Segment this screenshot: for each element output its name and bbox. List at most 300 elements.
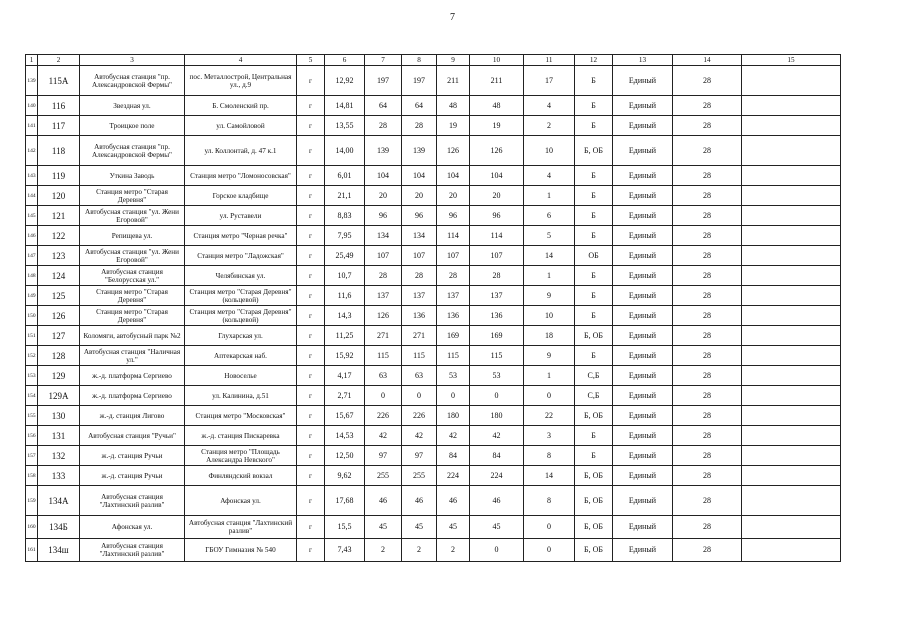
route-type-cell: г — [297, 116, 325, 136]
origin-stop-cell: Станция метро "Старая Деревня" — [80, 186, 185, 206]
origin-stop-cell: Автобусная станция "пр. Александровской Фермы" — [80, 136, 185, 166]
vehicle-class-cell: Б, ОБ — [575, 516, 613, 539]
route-number-cell: 132 — [38, 446, 80, 466]
notes-cell — [742, 346, 841, 366]
vehicle-class-cell: Б — [575, 96, 613, 116]
trips-cell: 28 — [437, 266, 470, 286]
origin-stop-cell: Репищева ул. — [80, 226, 185, 246]
row-index-cell: 140 — [26, 96, 38, 116]
destination-stop-cell: ул. Руставели — [185, 206, 297, 226]
trips-cell: 28 — [365, 266, 402, 286]
vehicle-class-cell: Б — [575, 206, 613, 226]
trips-cell: 46 — [470, 486, 524, 516]
trips-cell: 19 — [470, 116, 524, 136]
table-row — [26, 186, 841, 206]
trips-cell: 211 — [470, 66, 524, 96]
column-number-header: 13 — [613, 55, 673, 66]
notes-cell — [742, 539, 841, 562]
destination-stop-cell: Станция метро "Черная речка" — [185, 226, 297, 246]
trips-cell: 45 — [365, 516, 402, 539]
trips-cell: 0 — [470, 539, 524, 562]
notes-cell — [742, 136, 841, 166]
vehicle-class-cell: Б — [575, 306, 613, 326]
trips-cell: 114 — [470, 226, 524, 246]
route-type-cell: г — [297, 96, 325, 116]
trips-cell: 126 — [470, 136, 524, 166]
route-type-cell: г — [297, 466, 325, 486]
vehicles-cell: 3 — [524, 426, 575, 446]
route-type-cell: г — [297, 486, 325, 516]
trips-cell: 97 — [402, 446, 437, 466]
tariff-cell: Единый — [613, 326, 673, 346]
table-row — [26, 386, 841, 406]
route-length-cell: 10,7 — [325, 266, 365, 286]
destination-stop-cell: Станция метро "Ладожская" — [185, 246, 297, 266]
row-index-cell: 155 — [26, 406, 38, 426]
origin-stop-cell: Автобусная станция "Наличная ул." — [80, 346, 185, 366]
fare-cell: 28 — [673, 426, 742, 446]
route-number-cell: 124 — [38, 266, 80, 286]
trips-cell: 104 — [365, 166, 402, 186]
notes-cell — [742, 406, 841, 426]
notes-cell — [742, 386, 841, 406]
destination-stop-cell: Горское кладбище — [185, 186, 297, 206]
route-length-cell: 11,6 — [325, 286, 365, 306]
fare-cell: 28 — [673, 346, 742, 366]
origin-stop-cell: Коломяги, автобусный парк №2 — [80, 326, 185, 346]
vehicles-cell: 5 — [524, 226, 575, 246]
destination-stop-cell: ул. Коллонтай, д. 47 к.1 — [185, 136, 297, 166]
route-number-cell: 129А — [38, 386, 80, 406]
fare-cell: 28 — [673, 186, 742, 206]
vehicles-cell: 4 — [524, 166, 575, 186]
route-length-cell: 7,95 — [325, 226, 365, 246]
route-type-cell: г — [297, 226, 325, 246]
row-index-cell: 147 — [26, 246, 38, 266]
trips-cell: 211 — [437, 66, 470, 96]
vehicles-cell: 10 — [524, 306, 575, 326]
trips-cell: 271 — [365, 326, 402, 346]
column-number-header: 11 — [524, 55, 575, 66]
trips-cell: 53 — [437, 366, 470, 386]
vehicle-class-cell: Б — [575, 226, 613, 246]
trips-cell: 20 — [365, 186, 402, 206]
fare-cell: 28 — [673, 96, 742, 116]
route-type-cell: г — [297, 426, 325, 446]
tariff-cell: Единый — [613, 186, 673, 206]
trips-cell: 53 — [470, 366, 524, 386]
table-row — [26, 466, 841, 486]
tariff-cell: Единый — [613, 96, 673, 116]
vehicle-class-cell: Б — [575, 426, 613, 446]
trips-cell: 107 — [470, 246, 524, 266]
origin-stop-cell: Уткина Заводь — [80, 166, 185, 186]
trips-cell: 226 — [402, 406, 437, 426]
route-type-cell: г — [297, 286, 325, 306]
trips-cell: 115 — [402, 346, 437, 366]
trips-cell: 137 — [437, 286, 470, 306]
route-number-cell: 128 — [38, 346, 80, 366]
row-index-cell: 156 — [26, 426, 38, 446]
tariff-cell: Единый — [613, 206, 673, 226]
origin-stop-cell: Троицкое поле — [80, 116, 185, 136]
trips-cell: 28 — [402, 116, 437, 136]
route-number-cell: 115А — [38, 66, 80, 96]
fare-cell: 28 — [673, 466, 742, 486]
vehicles-cell: 4 — [524, 96, 575, 116]
trips-cell: 0 — [470, 386, 524, 406]
tariff-cell: Единый — [613, 366, 673, 386]
trips-cell: 45 — [402, 516, 437, 539]
column-number-header: 4 — [185, 55, 297, 66]
destination-stop-cell: Афонская ул. — [185, 486, 297, 516]
row-index-cell: 161 — [26, 539, 38, 562]
route-length-cell: 21,1 — [325, 186, 365, 206]
origin-stop-cell: Автобусная станция "Лахтинский разлив" — [80, 539, 185, 562]
route-number-cell: 121 — [38, 206, 80, 226]
trips-cell: 96 — [437, 206, 470, 226]
notes-cell — [742, 186, 841, 206]
trips-cell: 180 — [437, 406, 470, 426]
vehicle-class-cell: Б, ОБ — [575, 466, 613, 486]
table-row — [26, 306, 841, 326]
trips-cell: 271 — [402, 326, 437, 346]
tariff-cell: Единый — [613, 386, 673, 406]
notes-cell — [742, 516, 841, 539]
route-number-cell: 122 — [38, 226, 80, 246]
row-index-cell: 146 — [26, 226, 38, 246]
row-index-cell: 142 — [26, 136, 38, 166]
table-row — [26, 366, 841, 386]
route-number-cell: 117 — [38, 116, 80, 136]
tariff-cell: Единый — [613, 166, 673, 186]
trips-cell: 96 — [470, 206, 524, 226]
notes-cell — [742, 96, 841, 116]
trips-cell: 114 — [437, 226, 470, 246]
route-length-cell: 14,81 — [325, 96, 365, 116]
notes-cell — [742, 446, 841, 466]
destination-stop-cell: Финляндский вокзал — [185, 466, 297, 486]
row-index-cell: 139 — [26, 66, 38, 96]
trips-cell: 42 — [470, 426, 524, 446]
route-length-cell: 15,5 — [325, 516, 365, 539]
trips-cell: 226 — [365, 406, 402, 426]
table-row — [26, 166, 841, 186]
vehicles-cell: 1 — [524, 366, 575, 386]
notes-cell — [742, 206, 841, 226]
route-length-cell: 12,92 — [325, 66, 365, 96]
route-number-cell: 130 — [38, 406, 80, 426]
column-number-header: 2 — [38, 55, 80, 66]
trips-cell: 2 — [437, 539, 470, 562]
trips-cell: 107 — [437, 246, 470, 266]
trips-cell: 45 — [470, 516, 524, 539]
tariff-cell: Единый — [613, 286, 673, 306]
fare-cell: 28 — [673, 486, 742, 516]
route-table — [25, 54, 841, 562]
table-body — [26, 66, 841, 562]
trips-cell: 2 — [365, 539, 402, 562]
origin-stop-cell: Автобусная станция "Белорусская ул." — [80, 266, 185, 286]
row-index-cell: 158 — [26, 466, 38, 486]
route-length-cell: 13,55 — [325, 116, 365, 136]
table-row — [26, 539, 841, 562]
route-number-cell: 134Б — [38, 516, 80, 539]
route-number-cell: 116 — [38, 96, 80, 116]
trips-cell: 96 — [402, 206, 437, 226]
origin-stop-cell: Автобусная станция "пр. Александровской Фермы" — [80, 66, 185, 96]
trips-cell: 169 — [470, 326, 524, 346]
route-length-cell: 12,50 — [325, 446, 365, 466]
table-row — [26, 246, 841, 266]
tariff-cell: Единый — [613, 346, 673, 366]
destination-stop-cell: ул. Самойловой — [185, 116, 297, 136]
trips-cell: 136 — [437, 306, 470, 326]
trips-cell: 139 — [365, 136, 402, 166]
vehicles-cell: 18 — [524, 326, 575, 346]
row-index-cell: 148 — [26, 266, 38, 286]
trips-cell: 126 — [437, 136, 470, 166]
table-row — [26, 326, 841, 346]
destination-stop-cell: ГБОУ Гимназия № 540 — [185, 539, 297, 562]
origin-stop-cell: ж.-д. станция Ручьи — [80, 446, 185, 466]
vehicles-cell: 0 — [524, 539, 575, 562]
fare-cell: 28 — [673, 116, 742, 136]
route-number-cell: 125 — [38, 286, 80, 306]
route-type-cell: г — [297, 206, 325, 226]
route-number-cell: 126 — [38, 306, 80, 326]
route-type-cell: г — [297, 66, 325, 96]
notes-cell — [742, 266, 841, 286]
route-number-cell: 119 — [38, 166, 80, 186]
vehicles-cell: 0 — [524, 516, 575, 539]
destination-stop-cell: Станция метро "Старая Деревня" (кольцевой) — [185, 286, 297, 306]
fare-cell: 28 — [673, 516, 742, 539]
row-index-cell: 159 — [26, 486, 38, 516]
origin-stop-cell: Автобусная станция "Ручьи" — [80, 426, 185, 446]
notes-cell — [742, 116, 841, 136]
trips-cell: 107 — [402, 246, 437, 266]
vehicle-class-cell: Б, ОБ — [575, 486, 613, 516]
route-type-cell: г — [297, 406, 325, 426]
notes-cell — [742, 286, 841, 306]
table-row — [26, 116, 841, 136]
row-index-cell: 151 — [26, 326, 38, 346]
trips-cell: 197 — [365, 66, 402, 96]
tariff-cell: Единый — [613, 136, 673, 166]
route-type-cell: г — [297, 366, 325, 386]
trips-cell: 137 — [470, 286, 524, 306]
trips-cell: 115 — [365, 346, 402, 366]
origin-stop-cell: Автобусная станция "Лахтинский разлив" — [80, 486, 185, 516]
trips-cell: 28 — [470, 266, 524, 286]
table-row — [26, 426, 841, 446]
origin-stop-cell: ж.-д. станция Лигово — [80, 406, 185, 426]
destination-stop-cell: Станция метро "Площадь Александра Невского" — [185, 446, 297, 466]
trips-cell: 46 — [365, 486, 402, 516]
vehicles-cell: 1 — [524, 266, 575, 286]
row-index-cell: 144 — [26, 186, 38, 206]
table-row — [26, 206, 841, 226]
route-number-cell: 118 — [38, 136, 80, 166]
fare-cell: 28 — [673, 66, 742, 96]
route-type-cell: г — [297, 516, 325, 539]
tariff-cell: Единый — [613, 539, 673, 562]
notes-cell — [742, 426, 841, 446]
row-index-cell: 149 — [26, 286, 38, 306]
route-type-cell: г — [297, 246, 325, 266]
trips-cell: 134 — [365, 226, 402, 246]
notes-cell — [742, 486, 841, 516]
trips-cell: 104 — [470, 166, 524, 186]
fare-cell: 28 — [673, 406, 742, 426]
destination-stop-cell: Станция метро "Московская" — [185, 406, 297, 426]
table-row — [26, 406, 841, 426]
table-row — [26, 516, 841, 539]
trips-cell: 20 — [402, 186, 437, 206]
vehicles-cell: 0 — [524, 386, 575, 406]
route-number-cell: 133 — [38, 466, 80, 486]
column-number-header: 9 — [437, 55, 470, 66]
column-number-header: 14 — [673, 55, 742, 66]
trips-cell: 255 — [402, 466, 437, 486]
row-index-cell: 143 — [26, 166, 38, 186]
column-number-header: 1 — [26, 55, 38, 66]
destination-stop-cell: Станция метро "Старая Деревня" (кольцевой) — [185, 306, 297, 326]
trips-cell: 137 — [365, 286, 402, 306]
route-length-cell: 11,25 — [325, 326, 365, 346]
fare-cell: 28 — [673, 286, 742, 306]
notes-cell — [742, 166, 841, 186]
trips-cell: 224 — [437, 466, 470, 486]
route-type-cell: г — [297, 186, 325, 206]
vehicles-cell: 2 — [524, 116, 575, 136]
route-type-cell: г — [297, 446, 325, 466]
vehicle-class-cell: Б, ОБ — [575, 326, 613, 346]
tariff-cell: Единый — [613, 226, 673, 246]
fare-cell: 28 — [673, 206, 742, 226]
row-index-cell: 141 — [26, 116, 38, 136]
destination-stop-cell: Челябинская ул. — [185, 266, 297, 286]
route-type-cell: г — [297, 266, 325, 286]
destination-stop-cell: ж.-д. станция Пискаревка — [185, 426, 297, 446]
trips-cell: 28 — [402, 266, 437, 286]
page-number: 7 — [450, 12, 455, 23]
column-number-header: 10 — [470, 55, 524, 66]
destination-stop-cell: Аптекарская наб. — [185, 346, 297, 366]
trips-cell: 45 — [437, 516, 470, 539]
route-number-cell: 129 — [38, 366, 80, 386]
trips-cell: 0 — [402, 386, 437, 406]
row-index-cell: 145 — [26, 206, 38, 226]
route-length-cell: 14,3 — [325, 306, 365, 326]
trips-cell: 139 — [402, 136, 437, 166]
column-number-header: 15 — [742, 55, 841, 66]
trips-cell: 104 — [437, 166, 470, 186]
column-number-header: 7 — [365, 55, 402, 66]
vehicle-class-cell: С,Б — [575, 366, 613, 386]
table-row — [26, 346, 841, 366]
vehicles-cell: 9 — [524, 286, 575, 306]
fare-cell: 28 — [673, 386, 742, 406]
route-length-cell: 14,53 — [325, 426, 365, 446]
notes-cell — [742, 226, 841, 246]
origin-stop-cell: ж.-д. платформа Сергиево — [80, 386, 185, 406]
trips-cell: 0 — [365, 386, 402, 406]
vehicle-class-cell: Б — [575, 266, 613, 286]
route-type-cell: г — [297, 346, 325, 366]
column-number-header: 12 — [575, 55, 613, 66]
route-length-cell: 2,71 — [325, 386, 365, 406]
vehicles-cell: 10 — [524, 136, 575, 166]
tariff-cell: Единый — [613, 246, 673, 266]
table-row — [26, 286, 841, 306]
tariff-cell: Единый — [613, 516, 673, 539]
origin-stop-cell: Автобусная станция "ул. Жени Егоровой" — [80, 206, 185, 226]
row-index-cell: 157 — [26, 446, 38, 466]
vehicles-cell: 22 — [524, 406, 575, 426]
origin-stop-cell: ж.-д. платформа Сергиево — [80, 366, 185, 386]
route-number-cell: 127 — [38, 326, 80, 346]
vehicle-class-cell: Б — [575, 186, 613, 206]
trips-cell: 63 — [402, 366, 437, 386]
route-type-cell: г — [297, 306, 325, 326]
trips-cell: 64 — [402, 96, 437, 116]
trips-cell: 42 — [402, 426, 437, 446]
route-number-cell: 131 — [38, 426, 80, 446]
trips-cell: 97 — [365, 446, 402, 466]
vehicle-class-cell: ОБ — [575, 246, 613, 266]
route-length-cell: 9,62 — [325, 466, 365, 486]
fare-cell: 28 — [673, 266, 742, 286]
trips-cell: 46 — [402, 486, 437, 516]
trips-cell: 2 — [402, 539, 437, 562]
vehicles-cell: 8 — [524, 486, 575, 516]
trips-cell: 255 — [365, 466, 402, 486]
route-length-cell: 15,92 — [325, 346, 365, 366]
tariff-cell: Единый — [613, 466, 673, 486]
route-number-cell: 134ш — [38, 539, 80, 562]
trips-cell: 20 — [470, 186, 524, 206]
route-length-cell: 15,67 — [325, 406, 365, 426]
route-length-cell: 4,17 — [325, 366, 365, 386]
tariff-cell: Единый — [613, 116, 673, 136]
fare-cell: 28 — [673, 226, 742, 246]
fare-cell: 28 — [673, 136, 742, 166]
trips-cell: 197 — [402, 66, 437, 96]
column-number-row — [26, 55, 841, 66]
fare-cell: 28 — [673, 539, 742, 562]
route-length-cell: 8,83 — [325, 206, 365, 226]
route-type-cell: г — [297, 539, 325, 562]
row-index-cell: 153 — [26, 366, 38, 386]
vehicle-class-cell: Б, ОБ — [575, 136, 613, 166]
route-number-cell: 123 — [38, 246, 80, 266]
tariff-cell: Единый — [613, 306, 673, 326]
table-row — [26, 446, 841, 466]
trips-cell: 42 — [365, 426, 402, 446]
origin-stop-cell: ж.-д. станция Ручьи — [80, 466, 185, 486]
destination-stop-cell: Глухарская ул. — [185, 326, 297, 346]
origin-stop-cell: Станция метро "Старая Деревня" — [80, 286, 185, 306]
vehicle-class-cell: Б — [575, 346, 613, 366]
route-length-cell: 6,01 — [325, 166, 365, 186]
trips-cell: 136 — [402, 306, 437, 326]
route-type-cell: г — [297, 166, 325, 186]
table-row — [26, 96, 841, 116]
table-row — [26, 266, 841, 286]
trips-cell: 63 — [365, 366, 402, 386]
